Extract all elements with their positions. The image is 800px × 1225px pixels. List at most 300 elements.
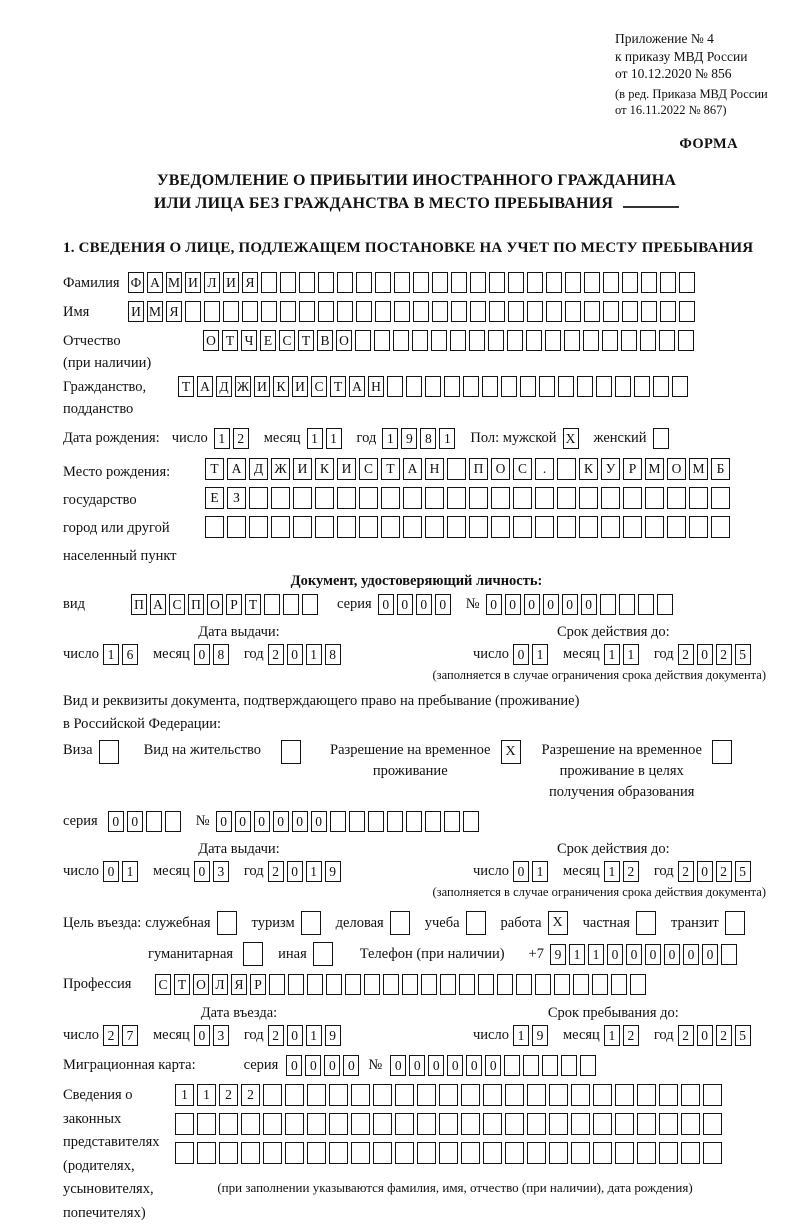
char-box[interactable] [387,811,403,832]
char-box[interactable] [313,942,333,966]
char-box[interactable]: X [501,740,521,764]
char-box[interactable] [421,974,437,995]
char-box[interactable] [451,301,467,322]
char-box[interactable]: Т [178,376,194,397]
char-box[interactable] [413,272,429,293]
char-box[interactable]: 5 [735,861,751,882]
char-box[interactable] [712,740,732,764]
char-box[interactable]: А [403,458,422,480]
char-box[interactable] [483,1142,502,1164]
char-box[interactable] [439,1084,458,1106]
char-box[interactable] [527,1113,546,1135]
char-box[interactable]: М [166,272,182,293]
char-box[interactable] [374,330,390,351]
char-box[interactable]: 8 [213,644,229,665]
char-box[interactable]: 1 [175,1084,194,1106]
char-box[interactable]: О [667,458,686,480]
char-box[interactable] [99,740,119,764]
char-box[interactable] [571,1113,590,1135]
char-box[interactable] [280,301,296,322]
char-box[interactable] [197,1142,216,1164]
char-box[interactable] [412,330,428,351]
char-box[interactable] [383,974,399,995]
char-box[interactable] [657,594,673,615]
char-box[interactable]: 8 [325,644,341,665]
char-box[interactable]: 0 [194,1025,210,1046]
char-box[interactable] [450,330,466,351]
char-box[interactable] [549,1084,568,1106]
char-box[interactable] [527,1142,546,1164]
char-box[interactable] [678,330,694,351]
char-box[interactable] [299,301,315,322]
char-box[interactable] [508,301,524,322]
char-box[interactable] [337,301,353,322]
char-box[interactable] [263,1084,282,1106]
char-box[interactable]: С [513,458,532,480]
char-box[interactable] [393,330,409,351]
char-box[interactable] [299,272,315,293]
char-box[interactable]: Ф [128,272,144,293]
char-box[interactable]: 1 [197,1084,216,1106]
char-box[interactable]: 2 [716,1025,732,1046]
char-box[interactable]: Т [298,330,314,351]
char-box[interactable]: 0 [581,594,597,615]
char-box[interactable] [513,516,532,538]
char-box[interactable] [301,911,321,935]
char-box[interactable]: X [548,911,568,935]
char-box[interactable]: 7 [122,1025,138,1046]
char-box[interactable]: 1 [103,644,119,665]
char-box[interactable] [483,1084,502,1106]
char-box[interactable]: Т [205,458,224,480]
char-box[interactable] [579,487,598,509]
char-box[interactable] [263,1113,282,1135]
char-box[interactable] [302,594,318,615]
char-box[interactable] [478,974,494,995]
char-box[interactable] [601,516,620,538]
char-box[interactable]: О [203,330,219,351]
char-box[interactable]: О [193,974,209,995]
char-box[interactable] [623,516,642,538]
char-box[interactable] [603,272,619,293]
char-box[interactable] [351,1084,370,1106]
char-box[interactable] [431,330,447,351]
char-box[interactable]: 2 [268,1025,284,1046]
char-box[interactable] [406,376,422,397]
char-box[interactable]: 9 [401,428,417,449]
char-box[interactable] [637,1084,656,1106]
char-box[interactable] [395,1084,414,1106]
char-box[interactable] [432,272,448,293]
char-box[interactable] [659,1142,678,1164]
char-box[interactable] [558,376,574,397]
char-box[interactable] [679,301,695,322]
char-box[interactable]: А [227,458,246,480]
char-box[interactable] [711,487,730,509]
char-box[interactable]: 0 [466,1055,482,1076]
char-box[interactable]: П [131,594,147,615]
char-box[interactable] [622,301,638,322]
char-box[interactable] [557,458,576,480]
char-box[interactable]: Д [249,458,268,480]
char-box[interactable] [223,301,239,322]
char-box[interactable] [204,301,220,322]
char-box[interactable]: 1 [382,428,398,449]
char-box[interactable] [645,516,664,538]
char-box[interactable]: 0 [103,861,119,882]
char-box[interactable]: 2 [241,1084,260,1106]
char-box[interactable] [637,1113,656,1135]
char-box[interactable]: 0 [194,644,210,665]
char-box[interactable] [470,301,486,322]
char-box[interactable]: 0 [428,1055,444,1076]
char-box[interactable] [653,428,669,449]
char-box[interactable] [373,1113,392,1135]
char-box[interactable] [165,811,181,832]
char-box[interactable]: К [315,458,334,480]
char-box[interactable]: И [293,458,312,480]
char-box[interactable] [463,811,479,832]
char-box[interactable]: 0 [562,594,578,615]
char-box[interactable] [261,272,277,293]
char-box[interactable] [329,1142,348,1164]
char-box[interactable] [283,594,299,615]
char-box[interactable]: 1 [569,944,585,965]
char-box[interactable]: 6 [122,644,138,665]
char-box[interactable]: П [188,594,204,615]
char-box[interactable] [489,301,505,322]
char-box[interactable]: 0 [287,644,303,665]
char-box[interactable] [615,376,631,397]
char-box[interactable]: Е [260,330,276,351]
char-box[interactable] [523,1055,539,1076]
char-box[interactable] [288,974,304,995]
char-box[interactable] [349,811,365,832]
char-box[interactable]: Т [174,974,190,995]
char-box[interactable]: С [169,594,185,615]
char-box[interactable] [444,811,460,832]
char-box[interactable] [329,1084,348,1106]
char-box[interactable] [241,1142,260,1164]
char-box[interactable] [527,1084,546,1106]
char-box[interactable] [439,1113,458,1135]
char-box[interactable] [638,594,654,615]
char-box[interactable] [557,516,576,538]
char-box[interactable]: 0 [435,594,451,615]
char-box[interactable] [390,911,410,935]
char-box[interactable] [507,330,523,351]
char-box[interactable] [469,516,488,538]
char-box[interactable]: 9 [325,1025,341,1046]
char-box[interactable] [337,487,356,509]
char-box[interactable] [381,487,400,509]
char-box[interactable]: 1 [513,1025,529,1046]
char-box[interactable]: 0 [292,811,308,832]
char-box[interactable]: Р [623,458,642,480]
char-box[interactable] [373,1084,392,1106]
char-box[interactable] [593,1142,612,1164]
char-box[interactable] [394,301,410,322]
char-box[interactable] [623,487,642,509]
char-box[interactable]: 0 [486,594,502,615]
char-box[interactable]: 0 [287,1025,303,1046]
char-box[interactable]: 2 [678,644,694,665]
char-box[interactable] [516,974,532,995]
char-box[interactable] [561,1055,577,1076]
char-box[interactable] [539,376,555,397]
char-box[interactable]: К [273,376,289,397]
char-box[interactable]: З [227,487,246,509]
char-box[interactable] [403,516,422,538]
char-box[interactable] [527,301,543,322]
char-box[interactable] [329,1113,348,1135]
char-box[interactable]: 0 [447,1055,463,1076]
char-box[interactable]: У [601,458,620,480]
char-box[interactable] [175,1142,194,1164]
char-box[interactable]: 1 [306,644,322,665]
char-box[interactable] [280,272,296,293]
char-box[interactable] [621,330,637,351]
char-box[interactable]: 1 [604,1025,620,1046]
char-box[interactable] [395,1113,414,1135]
char-box[interactable] [285,1113,304,1135]
char-box[interactable]: 2 [623,861,639,882]
char-box[interactable]: 2 [219,1084,238,1106]
char-box[interactable]: А [349,376,365,397]
char-box[interactable] [667,487,686,509]
char-box[interactable] [584,301,600,322]
char-box[interactable] [653,376,669,397]
char-box[interactable] [491,487,510,509]
char-box[interactable] [615,1084,634,1106]
char-box[interactable] [318,301,334,322]
char-box[interactable]: И [292,376,308,397]
char-box[interactable]: 0 [235,811,251,832]
char-box[interactable] [271,487,290,509]
char-box[interactable]: И [128,301,144,322]
char-box[interactable] [703,1142,722,1164]
char-box[interactable]: 1 [604,644,620,665]
char-box[interactable] [451,272,467,293]
char-box[interactable]: Ж [271,458,290,480]
char-box[interactable] [571,1084,590,1106]
char-box[interactable] [355,330,371,351]
char-box[interactable] [318,272,334,293]
char-box[interactable]: 0 [409,1055,425,1076]
char-box[interactable] [573,974,589,995]
char-box[interactable]: 0 [343,1055,359,1076]
char-box[interactable] [413,301,429,322]
char-box[interactable] [368,811,384,832]
char-box[interactable] [681,1142,700,1164]
char-box[interactable]: Т [330,376,346,397]
char-box[interactable] [583,330,599,351]
char-box[interactable]: М [645,458,664,480]
char-box[interactable]: 0 [286,1055,302,1076]
char-box[interactable]: 1 [307,428,323,449]
char-box[interactable]: С [155,974,171,995]
char-box[interactable] [242,301,258,322]
char-box[interactable] [641,301,657,322]
char-box[interactable] [681,1113,700,1135]
char-box[interactable]: 2 [103,1025,119,1046]
char-box[interactable] [660,301,676,322]
char-box[interactable] [689,487,708,509]
char-box[interactable] [417,1084,436,1106]
char-box[interactable]: X [563,428,579,449]
char-box[interactable] [330,811,346,832]
char-box[interactable]: 1 [532,861,548,882]
char-box[interactable]: 2 [268,644,284,665]
char-box[interactable] [326,974,342,995]
char-box[interactable] [337,272,353,293]
char-box[interactable]: И [223,272,239,293]
char-box[interactable] [603,301,619,322]
char-box[interactable] [711,516,730,538]
char-box[interactable] [402,974,418,995]
char-box[interactable] [307,974,323,995]
char-box[interactable] [546,272,562,293]
char-box[interactable] [307,1113,326,1135]
char-box[interactable] [577,376,593,397]
char-box[interactable] [592,974,608,995]
char-box[interactable] [440,974,456,995]
char-box[interactable] [364,974,380,995]
char-box[interactable]: С [311,376,327,397]
char-box[interactable]: 0 [664,944,680,965]
char-box[interactable]: 1 [306,861,322,882]
char-box[interactable] [285,1142,304,1164]
char-box[interactable]: 0 [702,944,718,965]
char-box[interactable] [526,330,542,351]
char-box[interactable] [447,516,466,538]
char-box[interactable] [469,487,488,509]
char-box[interactable]: 1 [623,644,639,665]
char-box[interactable] [602,330,618,351]
char-box[interactable] [645,487,664,509]
char-box[interactable] [672,376,688,397]
char-box[interactable] [205,516,224,538]
char-box[interactable] [554,974,570,995]
char-box[interactable] [444,376,460,397]
char-box[interactable] [489,272,505,293]
char-box[interactable] [337,516,356,538]
char-box[interactable]: 0 [607,944,623,965]
char-box[interactable] [549,1113,568,1135]
char-box[interactable]: 8 [420,428,436,449]
char-box[interactable]: 1 [588,944,604,965]
char-box[interactable]: 0 [645,944,661,965]
char-box[interactable] [565,301,581,322]
char-box[interactable]: Л [204,272,220,293]
char-box[interactable]: 3 [213,861,229,882]
char-box[interactable]: С [279,330,295,351]
char-box[interactable]: 2 [716,644,732,665]
char-box[interactable]: Т [222,330,238,351]
char-box[interactable] [249,516,268,538]
char-box[interactable]: 0 [311,811,327,832]
char-box[interactable]: 0 [324,1055,340,1076]
char-box[interactable] [447,487,466,509]
char-box[interactable] [447,458,466,480]
char-box[interactable]: 0 [513,644,529,665]
char-box[interactable]: 0 [513,861,529,882]
char-box[interactable] [593,1084,612,1106]
char-box[interactable] [580,1055,596,1076]
char-box[interactable]: 0 [505,594,521,615]
char-box[interactable]: 0 [697,861,713,882]
char-box[interactable] [285,1084,304,1106]
char-box[interactable]: 2 [268,861,284,882]
char-box[interactable]: 3 [213,1025,229,1046]
char-box[interactable] [307,1084,326,1106]
char-box[interactable]: 0 [683,944,699,965]
char-box[interactable] [546,301,562,322]
char-box[interactable] [219,1113,238,1135]
char-box[interactable]: 2 [678,1025,694,1046]
char-box[interactable] [264,594,280,615]
char-box[interactable] [381,516,400,538]
char-box[interactable] [659,1084,678,1106]
char-box[interactable] [535,516,554,538]
char-box[interactable] [659,1113,678,1135]
char-box[interactable] [227,516,246,538]
char-box[interactable]: А [147,272,163,293]
char-box[interactable] [491,516,510,538]
char-box[interactable]: П [469,458,488,480]
char-box[interactable] [356,301,372,322]
char-box[interactable] [293,487,312,509]
char-box[interactable]: Ч [241,330,257,351]
char-box[interactable] [660,272,676,293]
char-box[interactable] [425,811,441,832]
char-box[interactable]: 0 [524,594,540,615]
char-box[interactable] [417,1142,436,1164]
char-box[interactable]: И [337,458,356,480]
char-box[interactable] [600,594,616,615]
char-box[interactable]: 9 [325,861,341,882]
char-box[interactable] [351,1113,370,1135]
char-box[interactable]: 0 [254,811,270,832]
char-box[interactable] [217,911,237,935]
char-box[interactable] [271,516,290,538]
char-box[interactable]: И [185,272,201,293]
char-box[interactable] [615,1142,634,1164]
char-box[interactable]: 1 [214,428,230,449]
char-box[interactable]: 5 [735,1025,751,1046]
char-box[interactable]: В [317,330,333,351]
char-box[interactable] [359,516,378,538]
char-box[interactable]: 0 [626,944,642,965]
char-box[interactable] [197,1113,216,1135]
char-box[interactable]: 1 [306,1025,322,1046]
char-box[interactable] [659,330,675,351]
char-box[interactable] [508,272,524,293]
char-box[interactable] [351,1142,370,1164]
char-box[interactable] [315,487,334,509]
char-box[interactable]: 2 [233,428,249,449]
char-box[interactable] [679,272,695,293]
char-box[interactable]: И [254,376,270,397]
char-box[interactable] [432,301,448,322]
char-box[interactable] [505,1084,524,1106]
char-box[interactable] [640,330,656,351]
char-box[interactable] [615,1113,634,1135]
char-box[interactable] [307,1142,326,1164]
char-box[interactable]: 1 [532,644,548,665]
char-box[interactable] [520,376,536,397]
char-box[interactable] [513,487,532,509]
